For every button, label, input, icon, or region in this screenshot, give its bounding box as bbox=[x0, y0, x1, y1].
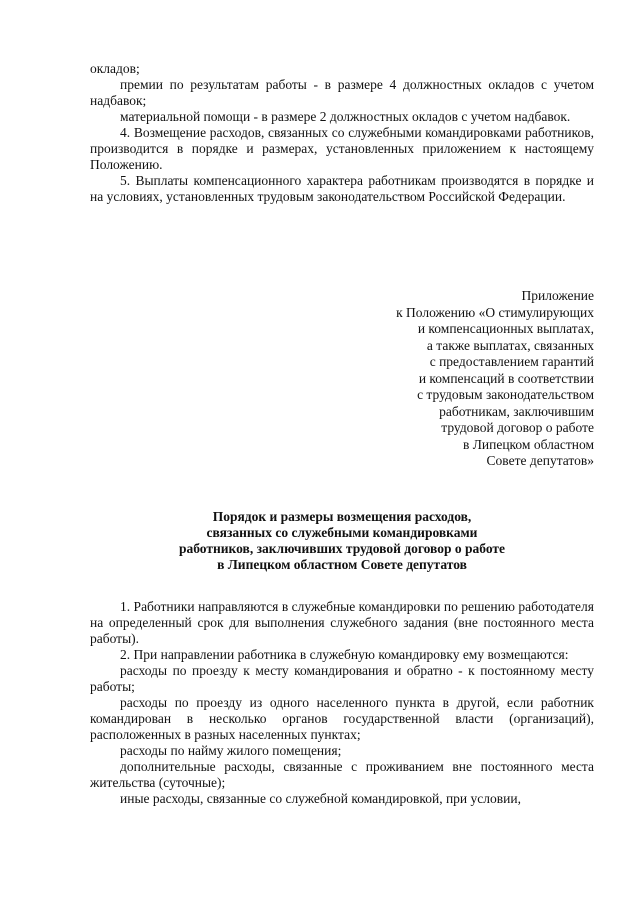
title-line: связанных со служебными командировками bbox=[206, 525, 478, 540]
paragraph-material-help: материальной помощи - в размере 2 должностных окладов с учетом надбавок. bbox=[120, 109, 571, 124]
appendix-line: Приложение bbox=[521, 288, 594, 303]
appendix-reference bbox=[396, 288, 594, 470]
appendix-line: а также выплатах, связанных bbox=[426, 337, 594, 353]
title-line: работников, заключивших трудовой договор о работе bbox=[178, 541, 506, 556]
paragraph-okladov: окладов; bbox=[90, 61, 140, 76]
appendix-line: к Положению «О стимулирующих bbox=[396, 304, 594, 320]
appendix-line: с предоставлением гарантий bbox=[429, 354, 594, 369]
top-text-block bbox=[90, 61, 594, 205]
paragraph-housing: расходы по найму жилого помещения; bbox=[120, 743, 342, 758]
title-line: Порядок и размеры возмещения расходов, bbox=[212, 509, 472, 524]
paragraph-intercity-travel: расходы по проезду из одного населенного пункта в другой, если работник командирован в несколько органов государственной власти (организаций), расположенных в разных населенных пунктах; bbox=[90, 695, 594, 742]
appendix-line: Совете депутатов» bbox=[486, 453, 594, 468]
bottom-text-block bbox=[90, 599, 594, 807]
paragraph-other-costs: иные расходы, связанные со служебной командировкой, при условии, bbox=[120, 791, 521, 806]
paragraph-item-1: 1. Работники направляются в служебные командировки по решению работодателя на определенный срок для выполнения служебного задания (вне постоянного места работы). bbox=[90, 599, 594, 646]
appendix-line: в Липецком областном bbox=[462, 436, 594, 452]
paragraph-item-2: 2. При направлении работника в служебную командировку ему возмещаются: bbox=[120, 647, 569, 662]
paragraph-per-diem: дополнительные расходы, связанные с проживанием вне постоянного места жительства (суточные); bbox=[90, 759, 594, 790]
paragraph-travel-costs: расходы по проезду к месту командирования и обратно - к постоянному месту работы; bbox=[90, 663, 594, 694]
appendix-line: с трудовым законодательством bbox=[417, 387, 594, 402]
section-title bbox=[90, 509, 594, 573]
title-line: в Липецком областном Совете депутатов bbox=[217, 557, 467, 572]
paragraph-item-4: 4. Возмещение расходов, связанных со служебными командировками работников, производится в порядке и размерах, установленных приложением к настоящему Положению. bbox=[90, 125, 594, 172]
appendix-line: и компенсационных выплатах, bbox=[417, 321, 594, 336]
appendix-line: трудовой договор о работе bbox=[441, 420, 594, 435]
paragraph-premii: премии по результатам работы - в размере 4 должностных окладов с учетом надбавок; bbox=[90, 77, 594, 108]
appendix-line: и компенсаций в соответствии bbox=[418, 370, 594, 386]
paragraph-item-5: 5. Выплаты компенсационного характера работникам производятся в порядке и на условиях, установленных трудовым законодательством Российской Федерации. bbox=[90, 173, 594, 204]
appendix-line: работникам, заключившим bbox=[439, 403, 594, 419]
